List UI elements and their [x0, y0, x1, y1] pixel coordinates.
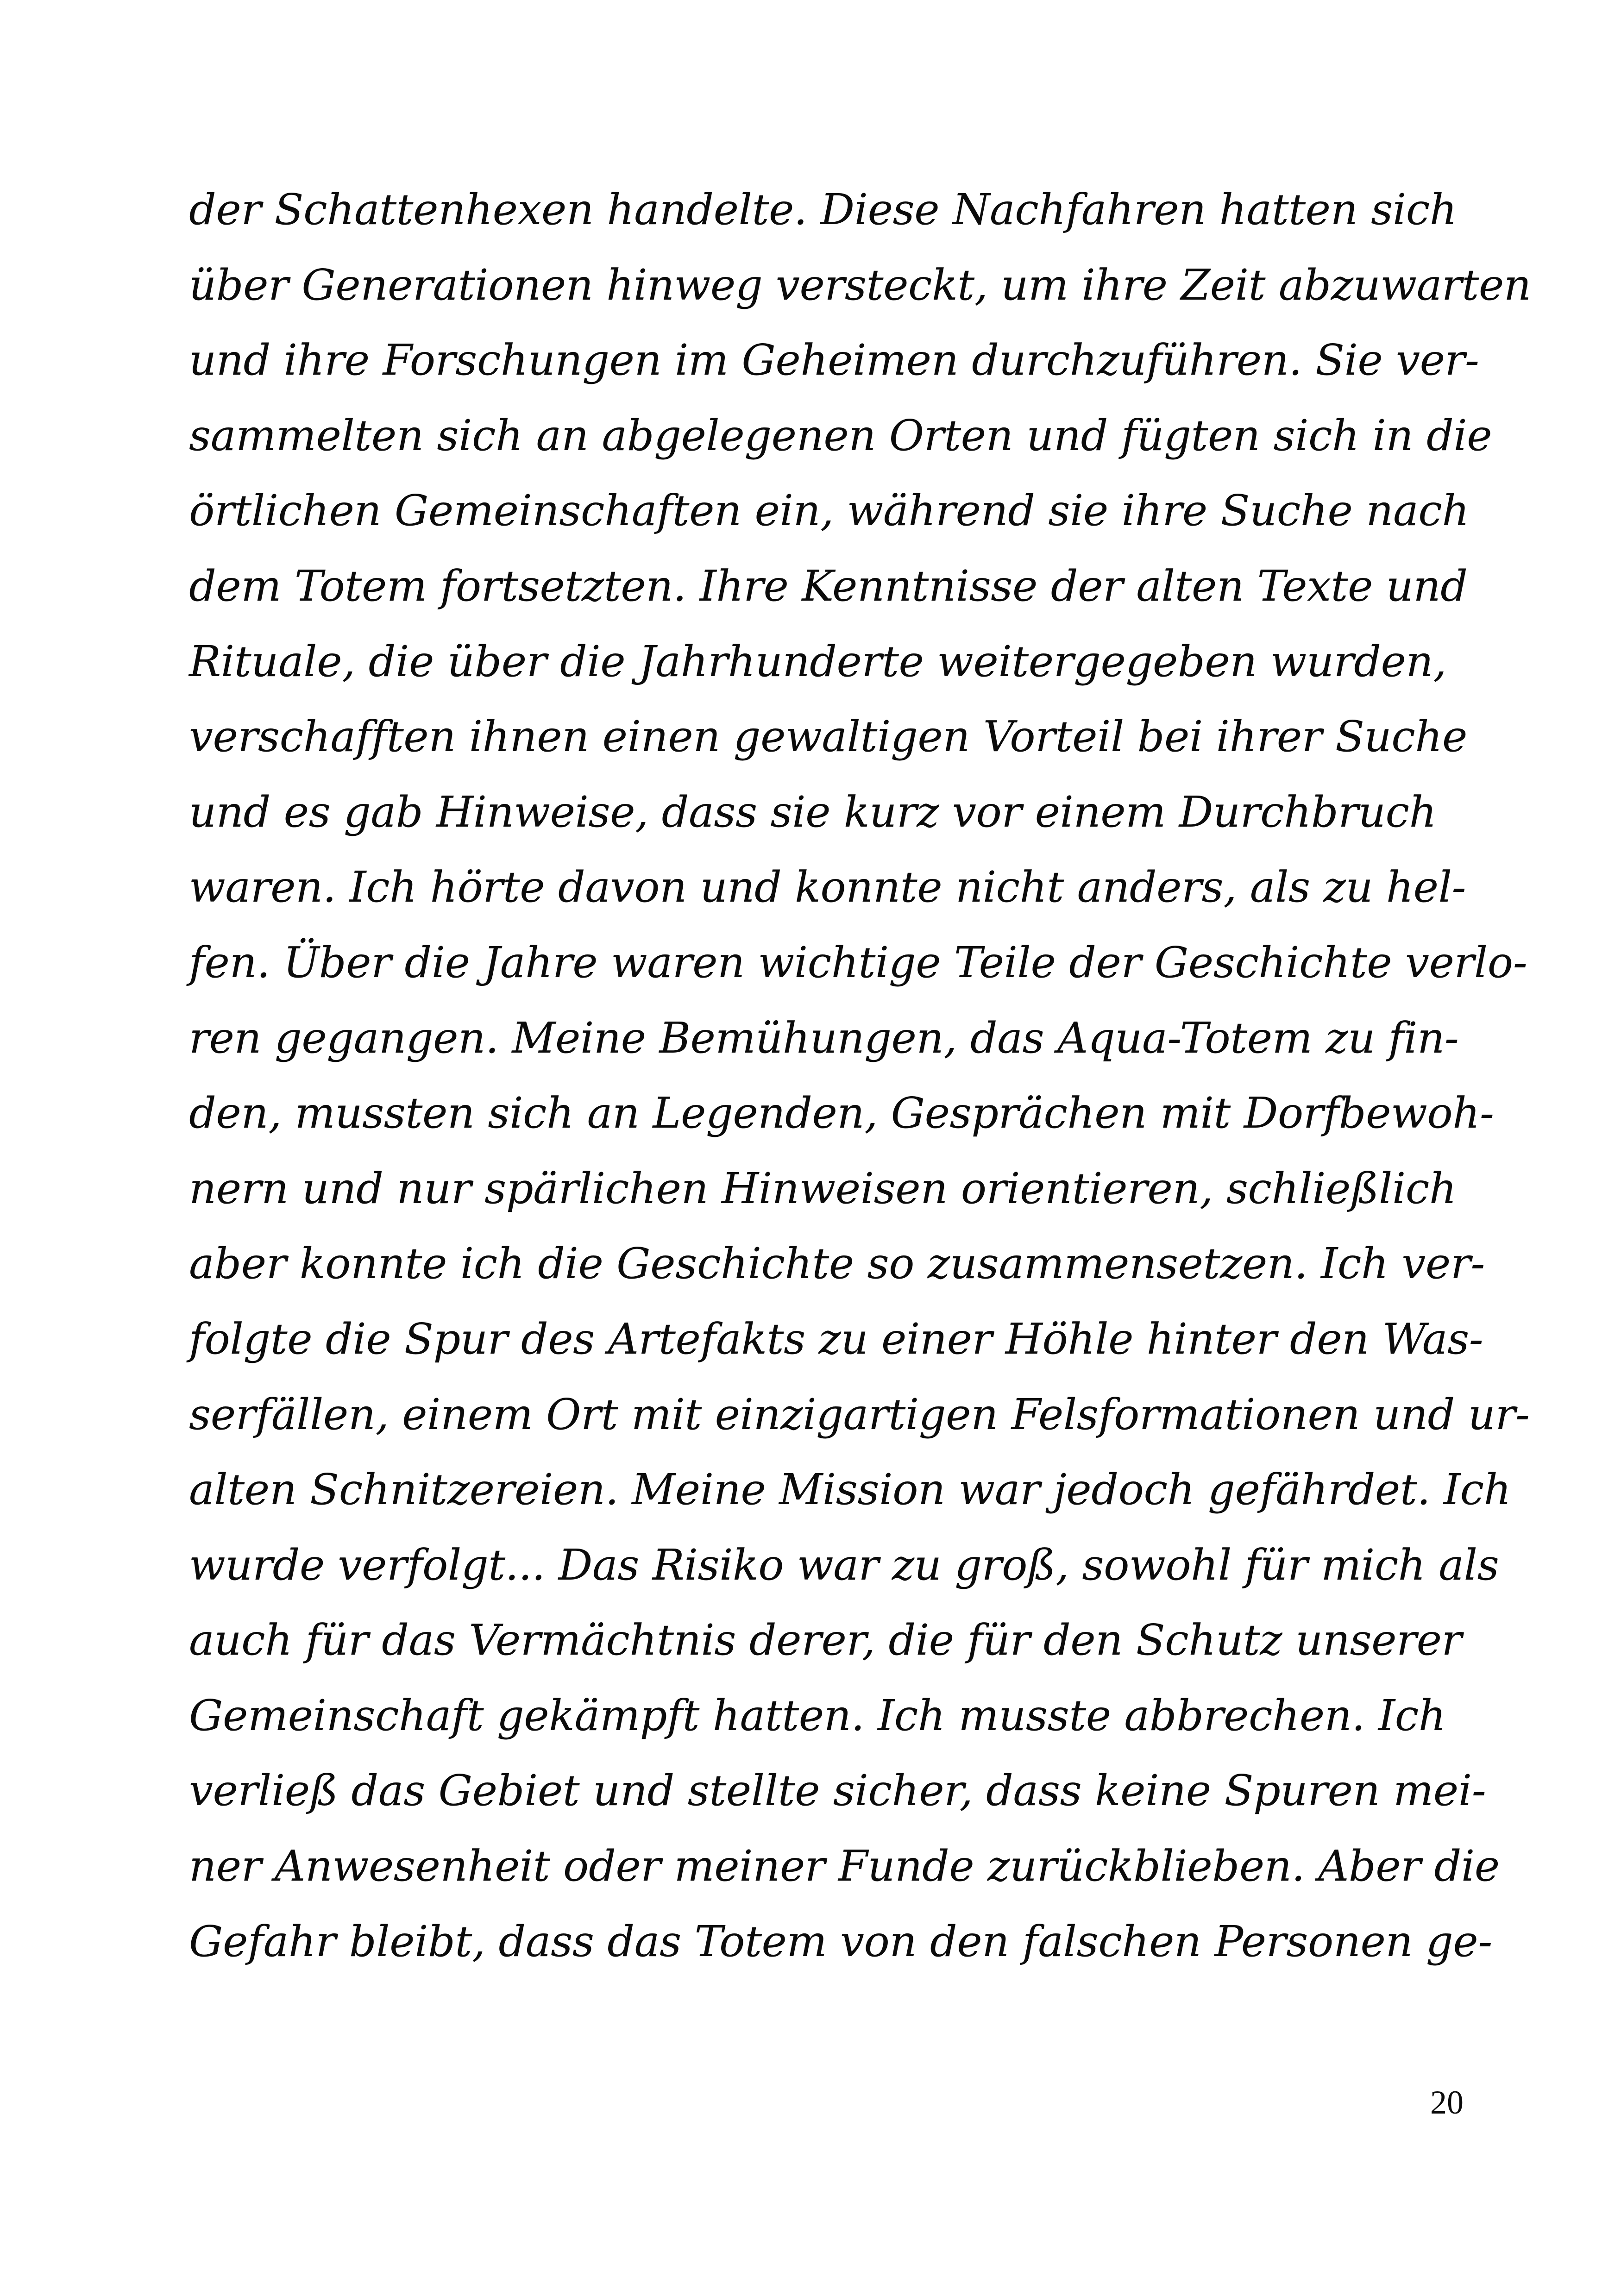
text-line: dem Totem fortsetzten. Ihre Kenntnisse der alten Texte und [189, 561, 1468, 611]
text-line: der Schattenhexen handelte. Diese Nachfahren hatten sich [189, 185, 1457, 234]
text-line: Gemeinschaft gekämpft hatten. Ich musste abbrechen. Ich [189, 1690, 1446, 1740]
text-line: verließ das Gebiet und stellte sicher, dass keine Spuren mei- [189, 1766, 1486, 1816]
text-line: serfällen, einem Ort mit einzigartigen Felsformationen und ur- [189, 1389, 1530, 1439]
text-line: ner Anwesenheit oder meiner Funde zurückblieben. Aber die [189, 1841, 1500, 1891]
text-line: über Generationen hinweg versteckt, um ihre Zeit abzuwarten [189, 260, 1531, 310]
text-line: fen. Über die Jahre waren wichtige Teile der Geschichte verlo- [189, 937, 1527, 987]
text-line: verschafften ihnen einen gewaltigen Vorteil bei ihrer Suche [189, 712, 1467, 762]
text-line: waren. Ich hörte davon und konnte nicht anders, als zu hel- [189, 862, 1466, 912]
text-line: alten Schnitzereien. Meine Mission war jedoch gefährdet. Ich [189, 1465, 1511, 1515]
text-line: ren gegangen. Meine Bemühungen, das Aqua-Totem zu fin- [189, 1013, 1459, 1063]
text-line: und ihre Forschungen im Geheimen durchzuführen. Sie ver- [189, 335, 1479, 385]
text-line: auch für das Vermächtnis derer, die für den Schutz unserer [189, 1615, 1462, 1665]
text-line: folgte die Spur des Artefakts zu einer Höhle hinter den Was- [189, 1314, 1483, 1364]
body-text [189, 172, 1531, 1979]
text-line: Gefahr bleibt, dass das Totem von den falschen Personen ge- [189, 1916, 1492, 1966]
text-line: den, mussten sich an Legenden, Gesprächen mit Dorfbewoh- [189, 1088, 1494, 1138]
text-line: sammelten sich an abgelegenen Orten und fügten sich in die [189, 410, 1492, 460]
text-line: örtlichen Gemeinschaften ein, während sie ihre Suche nach [189, 486, 1470, 536]
text-line: wurde verfolgt... Das Risiko war zu groß, sowohl für mich als [189, 1540, 1499, 1590]
text-line: und es gab Hinweise, dass sie kurz vor einem Durchbruch [189, 787, 1437, 837]
text-line: Rituale, die über die Jahrhunderte weitergegeben wurden, [189, 636, 1446, 686]
page-number: 20 [1430, 2084, 1464, 2121]
text-line: aber konnte ich die Geschichte so zusammensetzen. Ich ver- [189, 1239, 1485, 1289]
text-line: nern und nur spärlichen Hinweisen orientieren, schließlich [189, 1163, 1457, 1213]
